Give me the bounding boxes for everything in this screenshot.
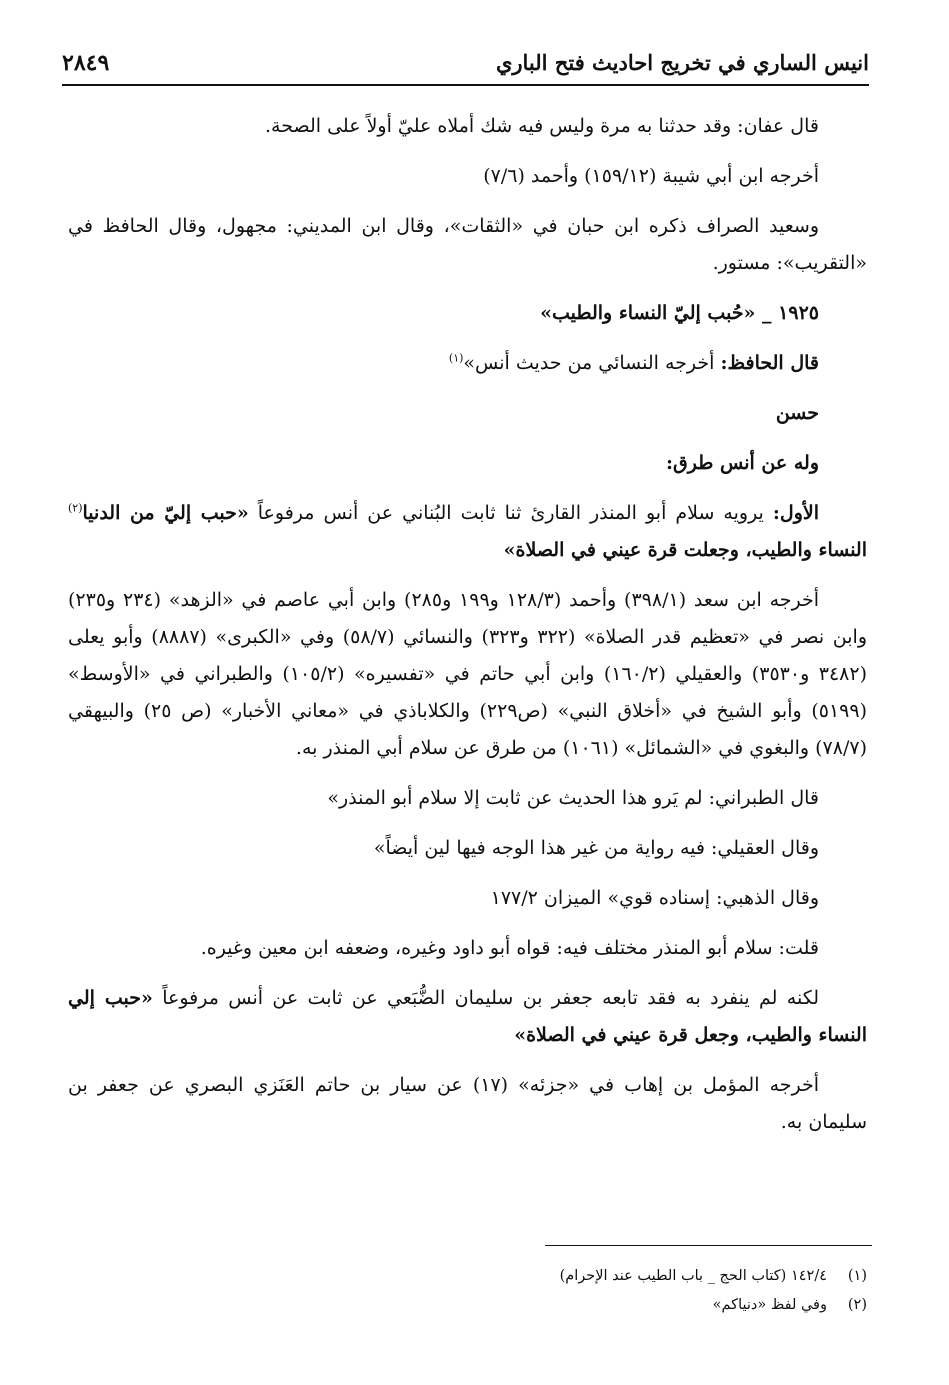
- page-number: ٢٨٤٩: [62, 50, 110, 76]
- footnote-ref-2: (٢): [68, 501, 83, 515]
- paragraph-takhrij-list: أخرجه ابن سعد (٣٩٨/١) وأحمد (١٢٨/٣ و١٩٩ و٢٨٥) وابن أبي عاصم في «الزهد» (٢٣٤ و٢٣٥) وابن نصر في «تعظيم قدر الصلاة» (٣٢٢ و٣٢٣) والنسائي (٥٨/٧) وفي «الكبرى» (٨٨٨٧) وأبو يعلى (٣٤٨٢ و٣٥٣٠) والعقيلي (١٦٠/٢) وابن أبي حاتم في «تفسيره» (١٠٥/٢) والطبراني في «الأوسط» (٥١٩٩) وأبو الشيخ في «أخلاق النبي» (ص٢٢٩) والكلاباذي في «معاني الأخبار» (ص ٢٥) والبيهقي (٧٨/٧) والبغوي في «الشمائل» (١٠٦١) من طرق عن سلام أبي المنذر به.: [68, 589, 868, 759]
- paragraph-dhahabi: وقال الذهبي: إسناده قوي» الميزان ١٧٧/٢: [490, 887, 819, 909]
- footnote-item: [200, 1291, 867, 1320]
- first-route-label: الأول:: [772, 502, 819, 524]
- footnote-text: ١٤٢/٤ (كتاب الحج _ باب الطيب عند الإحرام): [559, 1268, 827, 1284]
- footnote-number: (١): [847, 1268, 867, 1284]
- footnote-number: (٢): [847, 1297, 867, 1313]
- grading-hasan: حسن: [775, 402, 819, 424]
- hadith-heading: ١٩٢٥ _ «حُبب إليّ النساء والطيب»: [540, 302, 819, 324]
- footnotes: [200, 1262, 867, 1320]
- paragraph-tabarani: قال الطبراني: لم يَرو هذا الحديث عن ثابت إلا سلام أبو المنذر»: [327, 787, 819, 809]
- header-rule: [62, 84, 869, 86]
- paragraph-uqayli: وقال العقيلي: فيه رواية من غير هذا الوجه فيها لين أيضاً»: [373, 837, 819, 859]
- hafiz-label: قال الحافظ:: [720, 352, 819, 374]
- first-route-matn-2: النساء والطيب، وجعلت قرة عيني في الصلاة»: [503, 539, 867, 561]
- mutabaah-text: لكنه لم ينفرد به فقد تابعه جعفر بن سليمان الضُّبَعي عن ثابت عن أنس مرفوعاً: [162, 987, 819, 1009]
- paragraph-takhrij-ibn-abi-shaybah: أخرجه ابن أبي شيبة (١٥٩/١٢) وأحمد (٧/٦): [483, 165, 819, 187]
- mutabaah-matn: «حبب إلي النساء والطيب، وجعل قرة عيني في الصلاة»: [68, 987, 867, 1046]
- paragraph-mutabaah: [68, 980, 867, 1054]
- paragraph-affan: قال عفان: وقد حدثنا به مرة وليس فيه شك أملاه عليّ أولاً على الصحة.: [265, 115, 819, 137]
- footnote-ref-1: (١): [448, 351, 464, 365]
- paragraph-turuq: وله عن أنس طرق:: [666, 452, 819, 474]
- paragraph-muammal: أخرجه المؤمل بن إهاب في «جزئه» (١٧) عن سيار بن حاتم العَنَزي البصري عن جعفر بن سليمان به.: [68, 1074, 867, 1133]
- first-route-text: يرويه سلام أبو المنذر القارئ ثنا ثابت البُناني عن أنس مرفوعاً: [257, 502, 764, 524]
- first-route-matn-1: «حبب إليّ من الدنيا: [82, 502, 249, 524]
- paragraph-qultu: قلت: سلام أبو المنذر مختلف فيه: قواه أبو داود وغيره، وضعفه ابن معين وغيره.: [200, 937, 819, 959]
- footnote-rule: [545, 1245, 872, 1246]
- paragraph-first-route: [68, 495, 867, 569]
- footnote-item: [200, 1262, 867, 1291]
- paragraph-saeed-alsarraf: وسعيد الصراف ذكره ابن حبان في «الثقات»، وقال ابن المديني: مجهول، وقال الحافظ في «التقريب»: مستور.: [68, 215, 867, 274]
- paragraph-hafiz: [68, 345, 867, 382]
- main-text: [68, 108, 867, 1154]
- footnote-text: وفي لفظ «دنياكم»: [712, 1297, 827, 1313]
- book-title: انيس الساري في تخريج احاديث فتح الباري: [495, 50, 869, 75]
- running-header: [62, 44, 869, 86]
- hafiz-text: أخرجه النسائي من حديث أنس»: [463, 352, 715, 374]
